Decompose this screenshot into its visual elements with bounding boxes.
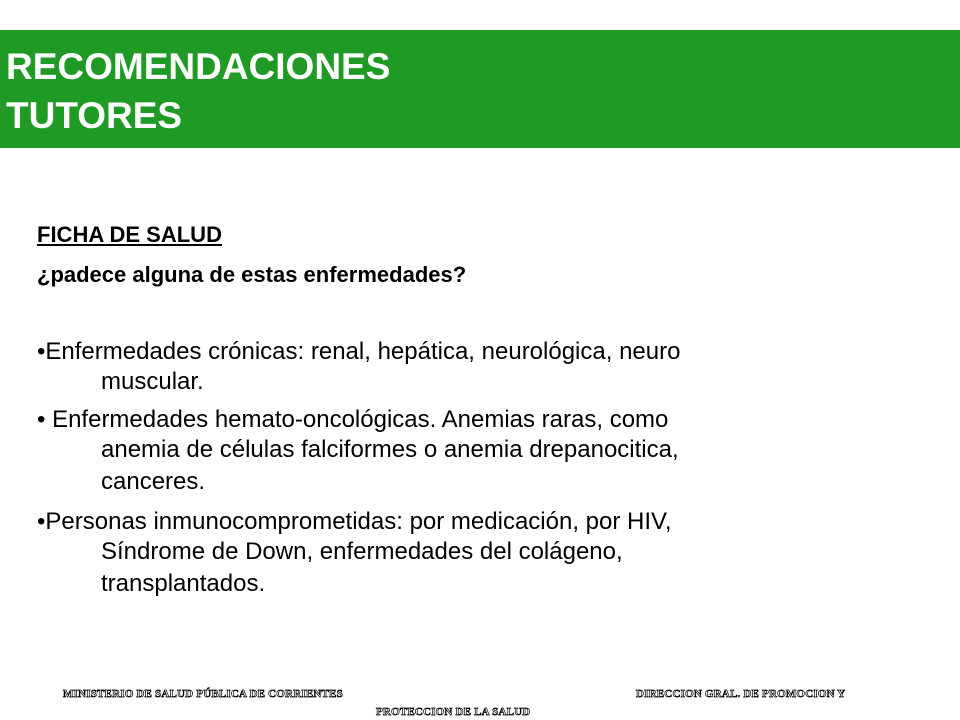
- section-question: ¿padece alguna de estas enfermedades?: [37, 262, 467, 287]
- section-heading: FICHA DE SALUD: [37, 222, 222, 247]
- bullet-line: Síndrome de Down, enfermedades del colágeno,: [101, 538, 623, 565]
- bullet-line: • Enfermedades hemato-oncológicas. Anemias raras, como: [37, 406, 669, 433]
- bullet-line: transplantados.: [101, 570, 266, 597]
- bullet-line: anemia de células falciformes o anemia drepanocitica,: [101, 436, 679, 463]
- bullet-line: •Enfermedades crónicas: renal, hepática, neurológica, neuro: [37, 338, 681, 365]
- bullet-line: muscular.: [101, 368, 204, 395]
- bullet-line: •Personas inmunocomprometidas: por medicación, por HIV,: [37, 508, 672, 535]
- footer-direction: DIRECCION GRAL. DE PROMOCION Y: [636, 688, 846, 700]
- bullet-line: canceres.: [101, 468, 206, 495]
- footer-protection: PROTECCION DE LA SALUD: [376, 706, 531, 718]
- slide-title-line-1: RECOMENDACIONES: [6, 46, 391, 87]
- slide-title-line-2: TUTORES: [6, 95, 183, 136]
- footer-ministry: MINISTERIO DE SALUD PÚBLICA DE CORRIENTES: [63, 688, 343, 700]
